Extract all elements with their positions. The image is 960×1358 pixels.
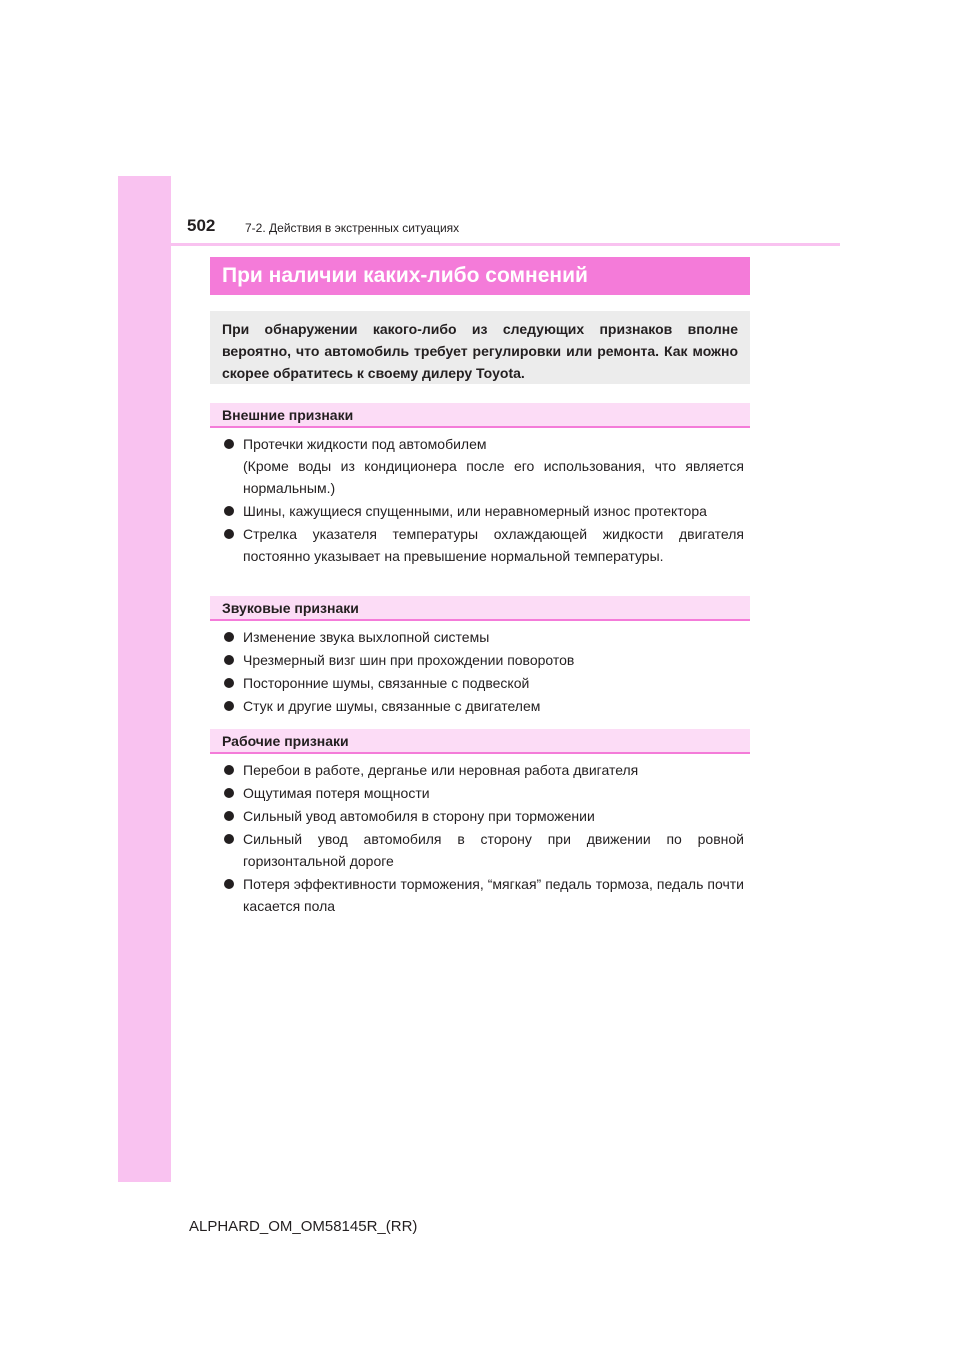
- subheading-text: Внешние признаки: [222, 406, 354, 423]
- list-item: [224, 523, 744, 567]
- list-item: [224, 695, 744, 717]
- subheading-operating-signs: [210, 729, 750, 754]
- footer-document-code: ALPHARD_OM_OM58145R_(RR): [189, 1218, 418, 1235]
- list-item-text: Чрезмерный визг шин при прохождении поворотов: [243, 652, 575, 668]
- subheading-external-signs: [210, 403, 750, 428]
- intro-box: [210, 311, 750, 384]
- list-item-text: Перебои в работе, дерганье или неровная работа двигателя: [243, 762, 639, 778]
- list-item: [224, 873, 744, 917]
- list-item-text: Шины, кажущиеся спущенными, или неравномерный износ протектора: [243, 503, 707, 519]
- external-signs-list: [224, 433, 744, 568]
- list-item-text: Сильный увод автомобиля в сторону при движении по ровной горизонтальной дороге: [243, 831, 744, 869]
- list-item: [224, 433, 744, 499]
- list-item: [224, 626, 744, 648]
- operating-signs-list: [224, 759, 744, 918]
- list-item: [224, 649, 744, 671]
- section-title: 7-2. Действия в экстренных ситуациях: [245, 221, 460, 235]
- list-item-text: Стрелка указателя температуры охлаждающей жидкости двигателя постоянно указывает на превышение нормальной температуры.: [243, 526, 744, 564]
- main-heading-text: При наличии каких-либо сомнений: [222, 264, 588, 287]
- subheading-text: Звуковые признаки: [222, 599, 359, 616]
- header-rule: [118, 243, 840, 246]
- page-number: 502: [187, 216, 216, 235]
- list-item: [224, 782, 744, 804]
- list-item: [224, 759, 744, 781]
- list-item-text: Стук и другие шумы, связанные с двигателем: [243, 698, 541, 714]
- intro-text: При обнаружении какого-либо из следующих признаков вполне вероятно, что автомобиль требует регулировки или ремонта. Как можно скорее обратитесь к своему дилеру Toyota.: [222, 321, 738, 381]
- list-item: [224, 828, 744, 872]
- side-tab-strip: [118, 176, 171, 1182]
- list-item: [224, 805, 744, 827]
- list-item-text: Изменение звука выхлопной системы: [243, 629, 490, 645]
- list-item: [224, 672, 744, 694]
- list-item: [224, 500, 744, 522]
- list-item-text: Посторонние шумы, связанные с подвеской: [243, 675, 530, 691]
- sound-signs-list: [224, 626, 744, 718]
- list-item-text: Протечки жидкости под автомобилем: [243, 436, 487, 452]
- subheading-text: Рабочие признаки: [222, 732, 349, 749]
- list-item-text: Потеря эффективности торможения, “мягкая” педаль тормоза, педаль почти касается пола: [243, 876, 744, 914]
- subheading-sound-signs: [210, 596, 750, 621]
- list-item-note: (Кроме воды из кондиционера после его использования, что является нормальным.): [243, 458, 744, 496]
- list-item-text: Сильный увод автомобиля в сторону при торможении: [243, 808, 595, 824]
- main-heading: [210, 257, 750, 295]
- list-item-text: Ощутимая потеря мощности: [243, 785, 430, 801]
